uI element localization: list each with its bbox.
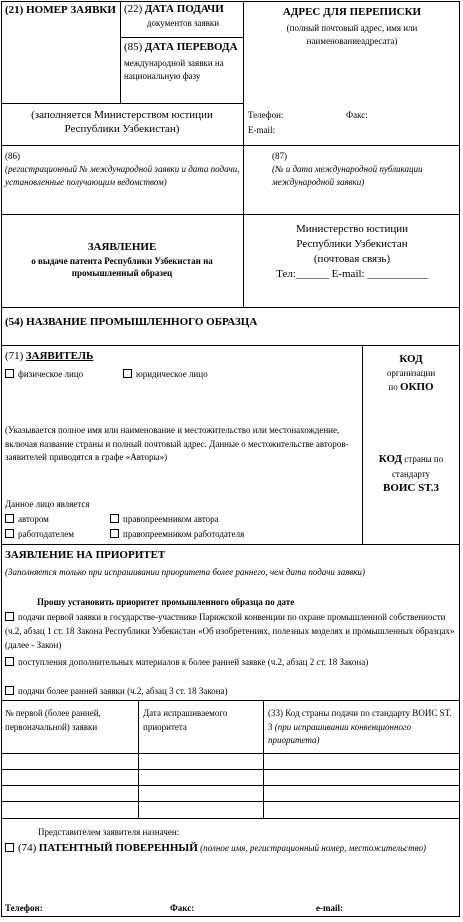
- divider: [1, 544, 460, 545]
- field-22-title: ДАТА ПОДАЧИ: [144, 3, 224, 15]
- divider: [1, 700, 460, 701]
- field-22-sub: документов заявки: [146, 17, 220, 28]
- address-block: [247, 6, 457, 48]
- priority-option-3-label: подачи более ранней заявки (ч.2, абзац 3 ст. 18 Закона): [18, 686, 228, 696]
- role-successor-employer-option[interactable]: [110, 529, 244, 540]
- table-row: [1, 801, 460, 802]
- country-code-header-note: (при испрашивании конвенционного приоритета): [268, 721, 411, 745]
- priority-3-checkbox[interactable]: [5, 686, 14, 695]
- applicant-role-label: Данное лицо является: [5, 499, 90, 509]
- address-phone-label: Телефон:: [248, 110, 284, 120]
- physical-person-checkbox[interactable]: [5, 369, 14, 378]
- priority-request: Прошу установить приоритет промышленного образца по дате: [37, 597, 295, 607]
- representative-block[interactable]: [5, 840, 457, 857]
- okpo-kod: КОД: [399, 353, 423, 365]
- ministry-contacts: Тел:______ E-mail: ___________: [276, 267, 428, 280]
- priority-option-2-label: поступления дополнительных материалов к более ранней заявке (ч.2, абзац 2 ст. 18 Закона): [18, 657, 369, 667]
- author-label: автором: [18, 514, 49, 524]
- field-22-num: (22): [124, 3, 143, 15]
- table-row: [1, 753, 460, 754]
- ministry-line-3: (почтовая связь): [313, 252, 391, 265]
- ministry-line-1: Министерство юстиции: [295, 223, 409, 235]
- filled-by-note: (заполняется Министерством юстиции Республики Узбекистан): [31, 109, 213, 136]
- statement-subtitle: о выдаче патента Республики Узбекистан на промышленный образец: [31, 255, 213, 279]
- field-87: [272, 150, 457, 189]
- priority-1-checkbox[interactable]: [5, 612, 14, 621]
- applicant-title: ЗАЯВИТЕЛЬ: [25, 350, 94, 362]
- divider: [243, 214, 244, 307]
- employer-checkbox[interactable]: [5, 529, 14, 538]
- field-87-num: (87): [272, 151, 287, 161]
- role-employer-option[interactable]: [5, 529, 74, 540]
- representative-email-label: e-mail:: [316, 903, 343, 913]
- okpo-name: ОКПО: [399, 380, 434, 393]
- field-85: [124, 41, 242, 83]
- table-row: [1, 785, 460, 786]
- role-successor-author-option[interactable]: [110, 514, 219, 525]
- successor-employer-label: правопреемником работодателя: [123, 529, 245, 539]
- successor-author-label: правопреемником автора: [123, 514, 219, 524]
- divider: [362, 345, 363, 544]
- address-fax-label: Факс:: [346, 110, 368, 120]
- author-checkbox[interactable]: [5, 514, 14, 523]
- table-row: [1, 818, 460, 819]
- role-author-option[interactable]: [5, 514, 49, 525]
- priority-note: (Заполняется только при испрашивании приоритета более раннего, чем дата подачи заявки): [5, 567, 365, 577]
- priority-title: ЗАЯВЛЕНИЕ НА ПРИОРИТЕТ: [5, 549, 166, 561]
- applicant-legal-option[interactable]: [123, 369, 208, 380]
- employer-label: работодателем: [18, 529, 74, 539]
- divider: [243, 145, 244, 214]
- representative-fax-label: Факс:: [170, 903, 195, 913]
- field-86-num: (86): [5, 151, 20, 161]
- applicant-note: (Указывается полное имя или наименование и местожительство или местонахождение, включая название страны и полный почтовый адрес. Данные о местожительстве авторов-заявителей приводятся в графе «Авторы»): [5, 425, 349, 462]
- representative-checkbox[interactable]: [5, 843, 14, 852]
- table-row: [1, 769, 460, 770]
- divider: [1, 345, 460, 346]
- country-rest: страны по стандарту: [391, 454, 444, 479]
- physical-person-label: физическое лицо: [18, 369, 84, 379]
- field-21-label: (21) НОМЕР ЗАЯВКИ: [5, 4, 116, 16]
- statement-title: ЗАЯВЛЕНИЕ: [87, 241, 157, 253]
- divider: [120, 1, 121, 103]
- representative-phone-label: Телефон:: [5, 903, 43, 913]
- priority-option-3[interactable]: [5, 686, 457, 697]
- representative-appointed: Представителем заявителя назначен:: [38, 827, 180, 837]
- priority-option-1-label: подачи первой заявки в государстве-участнике Парижской конвенции по охране промышленной собственности (ч.2, абзац 1 ст. 18 Закона Республики Узбекистан «Об изобретениях, полезных моделях и промышленных образцах» (далее - Закон): [5, 612, 455, 650]
- okpo-org: организации: [386, 368, 436, 379]
- country-code-block: [366, 452, 456, 497]
- field-87-text: (№ и дата международной публикации международной заявки): [272, 164, 423, 188]
- field-86: [5, 150, 241, 189]
- address-email-label: E-mail:: [248, 125, 275, 135]
- divider: [1, 103, 243, 104]
- country-kod: КОД: [378, 453, 403, 465]
- legal-entity-label: юридическое лицо: [136, 369, 208, 379]
- okpo-code-block: [364, 352, 458, 395]
- field-85-num: (85): [124, 41, 143, 53]
- representative-note: (полное имя, регистрационный номер, местожительство): [200, 843, 426, 853]
- divider: [120, 37, 243, 38]
- address-title: АДРЕС ДЛЯ ПЕРЕПИСКИ: [282, 6, 422, 18]
- okpo-po: по: [388, 381, 398, 392]
- divider: [1, 307, 460, 308]
- table-header-country-code: [268, 707, 456, 748]
- field-54-title: (54) НАЗВАНИЕ ПРОМЫШЛЕННОГО ОБРАЗЦА: [5, 316, 258, 328]
- priority-2-checkbox[interactable]: [5, 657, 14, 666]
- table-header-first-application: № первой (более ранней, первоначальной) заявки: [5, 708, 101, 732]
- country-standard: ВОИС ST.3: [382, 481, 440, 494]
- address-sub: (полный почтовый адрес, имя или наименованиеадресата): [286, 22, 418, 46]
- ministry-line-2: Республики Узбекистан: [296, 237, 408, 250]
- successor-employer-checkbox[interactable]: [110, 529, 119, 538]
- successor-author-checkbox[interactable]: [110, 514, 119, 523]
- applicant-physical-option[interactable]: [5, 369, 83, 380]
- field-22: [124, 3, 242, 29]
- country-code-header-main: (33) Код страны подачи по стандарту ВОИС ST. 3: [268, 708, 452, 732]
- divider: [243, 1, 244, 145]
- priority-option-1[interactable]: [5, 611, 457, 653]
- field-85-sub: международной заявки на национальную фазу: [124, 57, 224, 81]
- priority-option-2[interactable]: [5, 656, 457, 670]
- representative-title: ПАТЕНТНЫЙ ПОВЕРЕННЫЙ: [38, 842, 198, 854]
- applicant-block: [5, 350, 357, 364]
- applicant-num: (71): [5, 350, 24, 362]
- field-85-title: ДАТА ПЕРЕВОДА: [144, 41, 238, 53]
- table-header-priority-date: Дата испрашиваемого приоритета: [143, 708, 228, 732]
- legal-entity-checkbox[interactable]: [123, 369, 132, 378]
- ministry-block: [246, 222, 458, 281]
- representative-num: (74): [18, 842, 37, 854]
- divider: [1, 145, 460, 146]
- field-86-text: (регистрационный № международной заявки и дата подачи, установленные получающим ведомством): [5, 164, 240, 188]
- statement-block: [4, 241, 240, 280]
- divider: [1, 214, 460, 215]
